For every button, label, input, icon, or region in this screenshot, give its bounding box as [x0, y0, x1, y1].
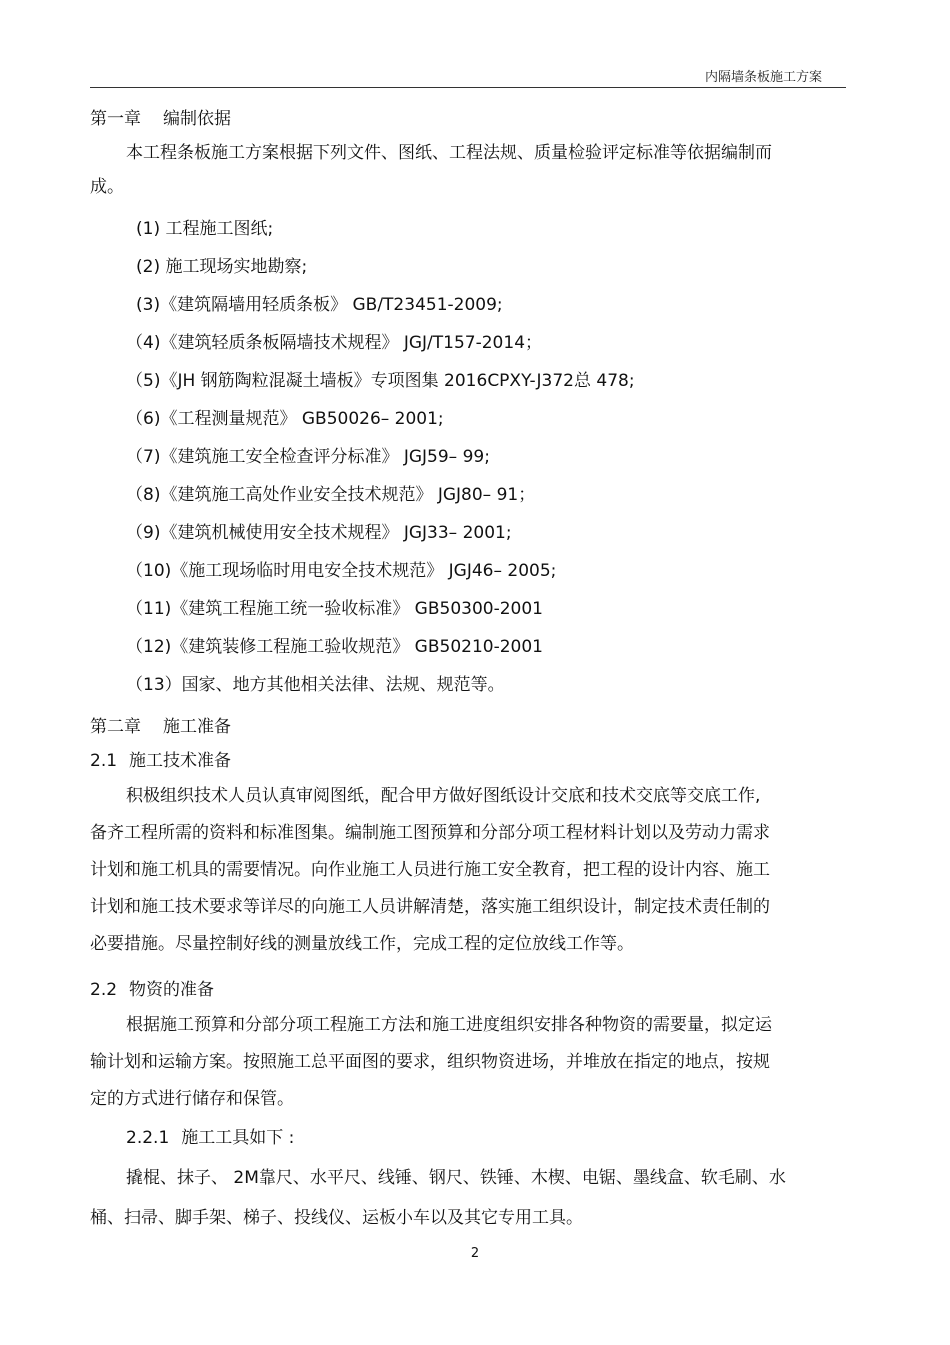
chapter-number: 第二章 [90, 717, 141, 737]
section-number: 2.2 [90, 980, 118, 1000]
list-item: （5)《JH 钢筋陶粒混凝土墙板》专项图集 2016CPXY-J372总 478; [126, 371, 635, 391]
list-item: （4)《建筑轻质条板隔墙技术规程》 JGJ/T157-2014； [126, 333, 543, 353]
list-item: (3)《建筑隔墙用轻质条板》 GB/T23451-2009; [136, 295, 503, 315]
section-title: 施工工具如下 : [181, 1128, 295, 1148]
list-item: （13）国家、地方其他相关法律、法规、规范等。 [126, 675, 505, 695]
page-number: 2 [470, 1246, 480, 1261]
list-item: （9)《建筑机械使用安全技术规程》 JGJ33– 2001; [126, 523, 512, 543]
list-item: （8)《建筑施工高处作业安全技术规范》 JGJ80– 91； [126, 485, 536, 505]
list-item: (2) 施工现场实地勘察; [136, 257, 308, 277]
list-item: （6)《工程测量规范》 GB50026– 2001; [126, 409, 444, 429]
running-header: 内隔墙条板施工方案 [704, 70, 822, 85]
document-body [90, 102, 820, 1238]
paragraph-line: 根据施工预算和分部分项工程施工方法和施工进度组织安排各种物资的需要量，拟定运 [126, 1015, 772, 1035]
paragraph-line: 备齐工程所需的资料和标准图集。编制施工图预算和分部分项工程材料计划以及劳动力需求 [90, 823, 770, 843]
section-2-2-heading [90, 973, 820, 1007]
paragraph-line: 必要措施。尽量控制好线的测量放线工作，完成工程的定位放线工作等。 [90, 934, 634, 954]
section-title: 物资的准备 [129, 980, 215, 1000]
paragraph-line: 成。 [90, 177, 124, 197]
paragraph-line: 积极组织技术人员认真审阅图纸，配合甲方做好图纸设计交底和技术交底等交底工作, [126, 786, 761, 806]
chapter-2-heading [90, 710, 820, 744]
paragraph-line: 计划和施工技术要求等详尽的向施工人员讲解清楚，落实施工组织设计，制定技术责任制的 [90, 897, 770, 917]
section-number: 2.2.1 [126, 1128, 170, 1148]
paragraph-line: 本工程条板施工方案根据下列文件、图纸、工程法规、质量检验评定标准等依据编制而 [126, 143, 772, 163]
list-item: （11)《建筑工程施工统一验收标准》 GB50300-2001 [126, 599, 543, 619]
header-rule [90, 87, 846, 88]
list-item: （10)《施工现场临时用电安全技术规范》 JGJ46– 2005; [126, 561, 557, 581]
list-item: （12)《建筑装修工程施工验收规范》 GB50210-2001 [126, 637, 543, 657]
chapter-1-heading [90, 102, 820, 136]
section-number: 2.1 [90, 751, 118, 771]
chapter-title: 编制依据 [163, 109, 231, 129]
section-2-1-heading [90, 744, 820, 778]
paragraph-line: 撬棍、抹子、 2M靠尺、水平尺、线锤、钢尺、铁锤、木楔、电锯、墨线盒、软毛刷、水 [126, 1168, 786, 1188]
section-2-2-1-heading [90, 1118, 820, 1158]
paragraph-line: 定的方式进行储存和保管。 [90, 1089, 294, 1109]
paragraph-line: 计划和施工机具的需要情况。向作业施工人员进行施工安全教育，把工程的设计内容、施工 [90, 860, 770, 880]
chapter-title: 施工准备 [163, 717, 231, 737]
list-item: （7)《建筑施工安全检查评分标准》 JGJ59– 99; [126, 447, 490, 467]
list-item: (1) 工程施工图纸; [136, 219, 274, 239]
chapter-number: 第一章 [90, 109, 141, 129]
paragraph-line: 输计划和运输方案。按照施工总平面图的要求，组织物资进场，并堆放在指定的地点，按规 [90, 1052, 770, 1072]
section-title: 施工技术准备 [129, 751, 232, 771]
paragraph-line: 桶、扫帚、脚手架、梯子、投线仪、运板小车以及其它专用工具。 [90, 1208, 583, 1228]
